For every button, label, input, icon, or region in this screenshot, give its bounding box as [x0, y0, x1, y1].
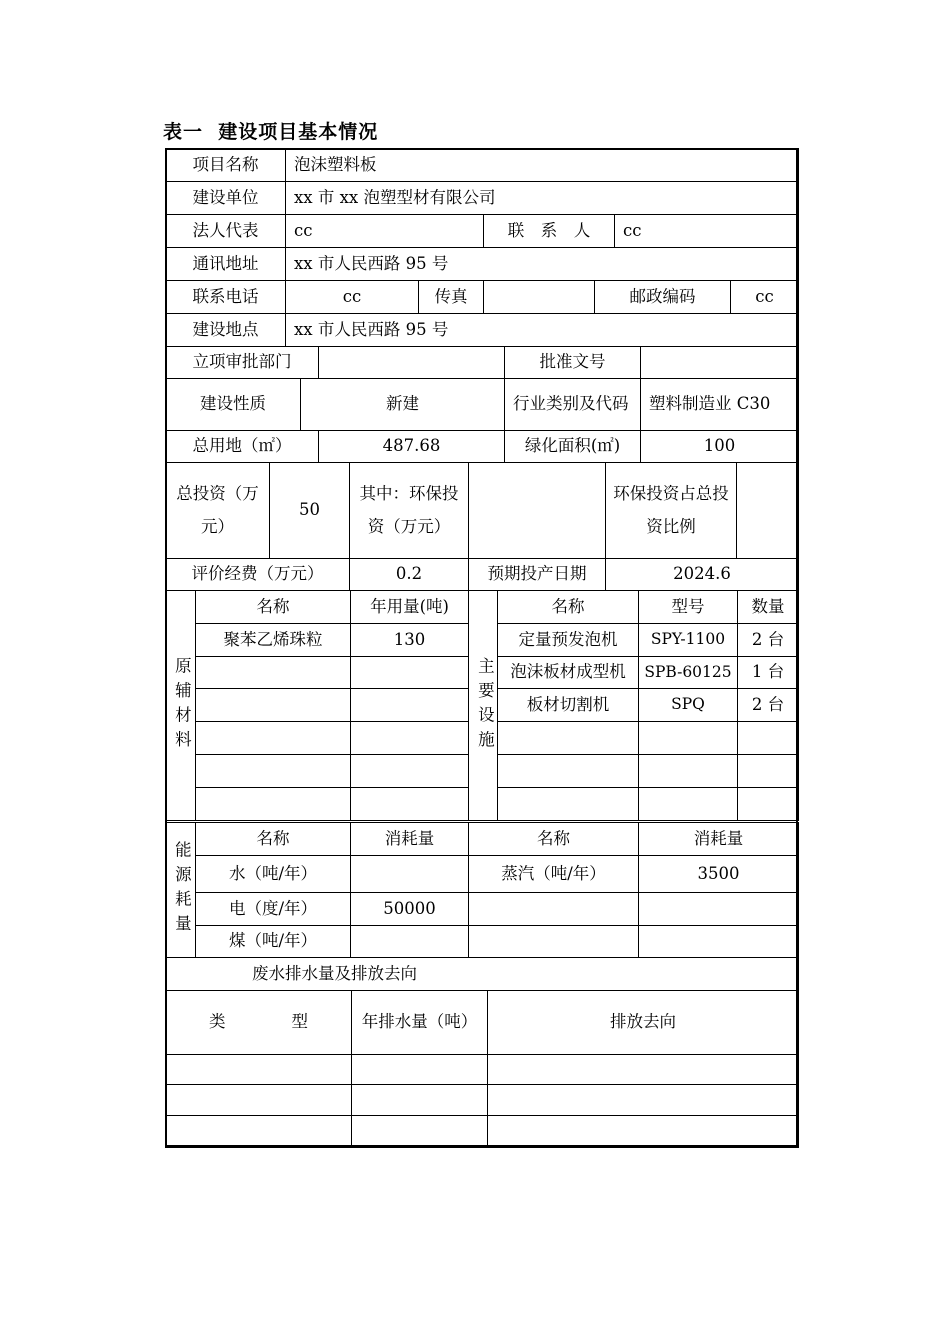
project-name-value: 泡沫塑料板	[286, 149, 799, 182]
approval-no-label: 批准文号	[505, 347, 641, 379]
material-row-name	[196, 755, 351, 788]
equipment-row-name: 板材切割机	[498, 689, 639, 722]
nature-label: 建设性质	[166, 379, 301, 431]
energy-row-value2: 3500	[639, 856, 799, 893]
wastewater-row-amount	[352, 1055, 488, 1085]
address-value: xx 市人民西路 95 号	[286, 248, 799, 281]
fax-label: 传真	[419, 281, 484, 314]
material-row-amount	[351, 689, 469, 722]
equipment-row-model	[639, 788, 738, 821]
op-date-value: 2024.6	[606, 559, 799, 591]
energy-section-label	[166, 823, 196, 958]
material-row-name	[196, 722, 351, 755]
wastewater-row-amount	[352, 1085, 488, 1116]
unit-value: xx 市 xx 泡塑型材有限公司	[286, 182, 799, 215]
energy-section-text: 能源耗量	[172, 841, 192, 939]
energy-col-name2: 名称	[469, 823, 639, 856]
equipment-row-model: SPY-1100	[639, 624, 738, 657]
wastewater-row-type	[166, 1116, 352, 1148]
equipment-section-label	[469, 591, 498, 821]
project-name-label: 项目名称	[166, 149, 286, 182]
contact-label: 联 系 人	[484, 215, 615, 248]
basic-info-table	[165, 148, 799, 347]
env-ratio-label: 环保投资占总投资比例	[606, 463, 737, 559]
green-value: 100	[641, 431, 799, 463]
wastewater-row-dest	[488, 1116, 799, 1148]
land-value: 487.68	[319, 431, 505, 463]
equipment-row-model	[639, 722, 738, 755]
eval-fee-value: 0.2	[350, 559, 469, 591]
material-row-amount	[351, 788, 469, 821]
energy-row-value	[351, 926, 469, 958]
op-date-label: 预期投产日期	[469, 559, 606, 591]
equipment-row-name	[498, 722, 639, 755]
energy-row-name2: 蒸汽（吨/年）	[469, 856, 639, 893]
energy-table	[165, 822, 799, 958]
industry-value: 塑料制造业 C30	[641, 379, 799, 431]
wastewater-row-dest	[488, 1085, 799, 1116]
fax-value	[484, 281, 595, 314]
equipment-row-name: 定量预发泡机	[498, 624, 639, 657]
energy-row-name: 煤（吨/年）	[196, 926, 351, 958]
equipment-section-text: 主要设施	[475, 656, 495, 755]
legal-rep-value: cc	[286, 215, 484, 248]
energy-col-name: 名称	[196, 823, 351, 856]
material-row-name	[196, 788, 351, 821]
energy-col-consumption: 消耗量	[351, 823, 469, 856]
equipment-row-model: SPB-60125	[639, 657, 738, 689]
material-row-amount	[351, 755, 469, 788]
equipment-col-qty: 数量	[738, 591, 799, 624]
site-label: 建设地点	[166, 314, 286, 347]
energy-row-value	[351, 856, 469, 893]
approval-no-value	[641, 347, 799, 379]
env-ratio-value	[737, 463, 799, 559]
phone-value: cc	[286, 281, 419, 314]
postcode-value: cc	[731, 281, 799, 314]
materials-section-text: 原辅材料	[172, 656, 192, 755]
approval-dept-label: 立项审批部门	[166, 347, 319, 379]
energy-row-value2	[639, 926, 799, 958]
investment-table	[165, 462, 799, 591]
energy-row-value2	[639, 893, 799, 926]
wastewater-table	[165, 957, 799, 1148]
industry-label: 行业类别及代码	[505, 379, 641, 431]
material-row-amount	[351, 722, 469, 755]
energy-row-name: 电（度/年）	[196, 893, 351, 926]
material-row-name	[196, 657, 351, 689]
postcode-label: 邮政编码	[595, 281, 731, 314]
materials-col-name: 名称	[196, 591, 351, 624]
materials-section-label	[166, 591, 196, 821]
materials-equipment-table	[165, 590, 799, 821]
equipment-row-name	[498, 755, 639, 788]
wastewater-section-title: 废水排水量及排放去向	[166, 958, 799, 991]
material-row-name	[196, 689, 351, 722]
wastewater-row-type	[166, 1055, 352, 1085]
wastewater-row-type	[166, 1085, 352, 1116]
equipment-row-qty	[738, 722, 799, 755]
address-label: 通讯地址	[166, 248, 286, 281]
energy-row-value: 50000	[351, 893, 469, 926]
equipment-col-model: 型号	[639, 591, 738, 624]
wastewater-col-dest: 排放去向	[488, 991, 799, 1055]
page-title: 表一 建设项目基本情况	[163, 121, 379, 143]
wastewater-row-amount	[352, 1116, 488, 1148]
energy-col-consumption2: 消耗量	[639, 823, 799, 856]
unit-label: 建设单位	[166, 182, 286, 215]
wastewater-col-type: 类 型	[166, 991, 352, 1055]
material-row-amount	[351, 657, 469, 689]
legal-rep-label: 法人代表	[166, 215, 286, 248]
nature-value: 新建	[301, 379, 505, 431]
invest-value: 50	[270, 463, 350, 559]
env-invest-value	[469, 463, 606, 559]
material-row-name: 聚苯乙烯珠粒	[196, 624, 351, 657]
eval-fee-label: 评价经费（万元）	[166, 559, 350, 591]
approval-table	[165, 346, 799, 463]
equipment-row-name	[498, 788, 639, 821]
equipment-row-qty	[738, 788, 799, 821]
land-label: 总用地（㎡）	[166, 431, 319, 463]
equipment-row-model	[639, 755, 738, 788]
wastewater-row-dest	[488, 1055, 799, 1085]
energy-row-name: 水（吨/年）	[196, 856, 351, 893]
equipment-row-model: SPQ	[639, 689, 738, 722]
invest-label: 总投资（万元）	[166, 463, 270, 559]
materials-col-amount: 年用量(吨)	[351, 591, 469, 624]
green-label: 绿化面积(㎡)	[505, 431, 641, 463]
approval-dept-value	[319, 347, 505, 379]
equipment-row-qty	[738, 755, 799, 788]
wastewater-col-amount: 年排水量（吨）	[352, 991, 488, 1055]
energy-row-name2	[469, 893, 639, 926]
equipment-row-qty: 2 台	[738, 624, 799, 657]
equipment-row-qty: 1 台	[738, 657, 799, 689]
contact-value: cc	[615, 215, 799, 248]
equipment-row-name: 泡沫板材成型机	[498, 657, 639, 689]
material-row-amount: 130	[351, 624, 469, 657]
env-invest-label: 其中：环保投资（万元）	[350, 463, 469, 559]
equipment-row-qty: 2 台	[738, 689, 799, 722]
site-value: xx 市人民西路 95 号	[286, 314, 799, 347]
phone-label: 联系电话	[166, 281, 286, 314]
energy-row-name2	[469, 926, 639, 958]
equipment-col-name: 名称	[498, 591, 639, 624]
